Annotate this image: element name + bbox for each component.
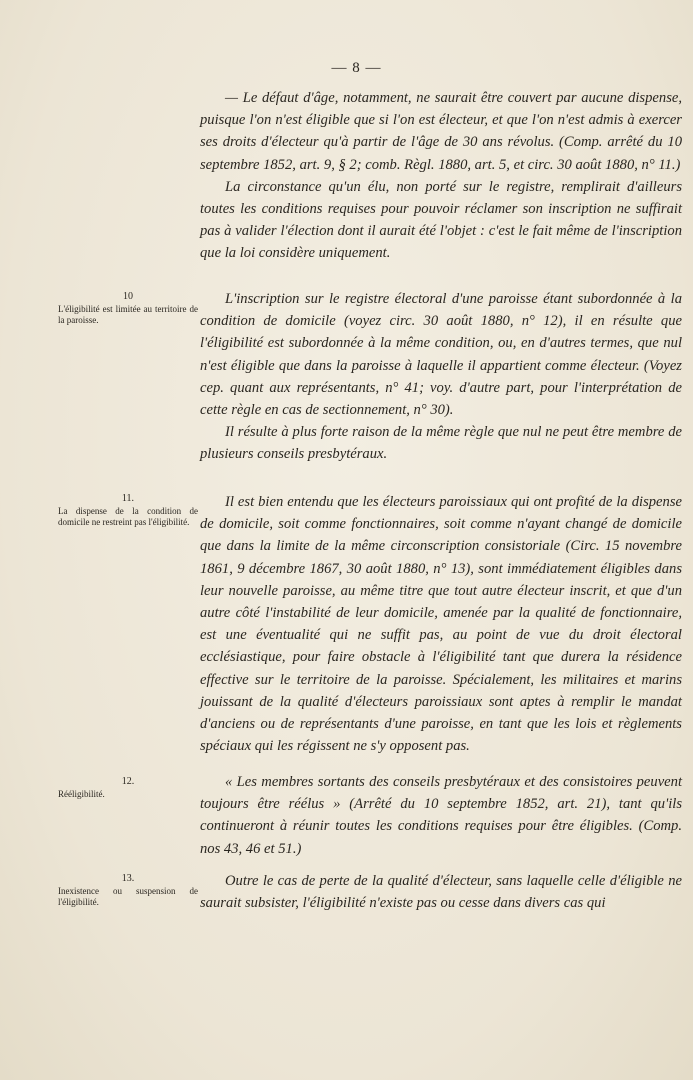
- margin-note-text: L'éligibilité est limitée au territoire de la paroisse.: [58, 304, 198, 325]
- paragraph-block-13: [200, 870, 682, 914]
- margin-note-13: [58, 873, 198, 908]
- paragraph: La circonstance qu'un élu, non porté sur le registre, remplirait d'ailleurs toutes les conditions requises pour pouvoir réclamer son inscription ne suffirait pas à valider l'élection dont il aurait été l'objet : c'est le fait même de l'inscription que la loi considère uniquement.: [200, 178, 682, 262]
- margin-note-11: [58, 493, 198, 528]
- margin-note-text: La dispense de la condition de domicile ne restreint pas l'éligibilité.: [58, 506, 198, 527]
- margin-note-number: 13.: [121, 873, 135, 884]
- margin-note-10: [58, 291, 198, 326]
- margin-note-12: [58, 776, 198, 800]
- paragraph-block-11: [200, 491, 682, 757]
- margin-note-number: 12.: [121, 776, 135, 787]
- paragraph: L'inscription sur le registre électoral d'une paroisse étant subordonnée à la condition de domicile (voyez circ. 30 août 1880, n° 12), il en résulte que l'éligibilité est subordonnée à la même condition, ou, en d'autres termes, que nul n'est éligible que dans la paroisse à laquelle il appartient comme électeur. (Voyez cep. quant aux représentants, n° 41; voy. d'autre part, pour l'interprétation de cette règle en cas de sectionnement, n° 30).: [200, 291, 682, 419]
- paragraph: Il est bien entendu que les électeurs paroissiaux qui ont profité de la dispense de domicile, soit comme fonctionnaires, soit comme n'ayant changé de domicile que dans la limite de la même circonscription consistoriale (Circ. 15 novembre 1861, 9 décembre 1867, 30 août 1880, n° 13), sont immédiatement éligibles dans leur nouvelle paroisse, au même titre que tout autre électeur inscrit, et que d'un autre côté l'instabilité de leur domicile, amenée par la qualité de fonctionnaire, est une éventualité qui ne suffit pas, au point de vue du droit électoral ecclésiastique, pour faire obstacle à l'éligibilité tant que durera la résidence effective sur le territoire de la paroisse. Spécialement, les militaires et marins jouissant de la qualité d'électeurs paroissiaux sont aptes à remplir le mandat d'anciens ou de représentants d'une paroisse, en tant que les lois et règlements spéciaux qui les régissent ne s'y opposent pas.: [200, 494, 682, 755]
- paragraph: Outre le cas de perte de la qualité d'électeur, sans laquelle celle d'éligible ne saurait subsister, l'éligibilité n'existe pas ou cesse dans divers cas qui: [200, 873, 682, 912]
- margin-note-number: 11.: [121, 493, 135, 504]
- paragraph: Il résulte à plus forte raison de la même règle que nul ne peut être membre de plusieurs conseils presbytéraux.: [200, 424, 682, 463]
- page-number: — 8 —: [331, 60, 382, 76]
- margin-note-text: Rééligibilité.: [58, 789, 105, 799]
- paragraph-block-10: [200, 288, 682, 466]
- margin-note-number: 10: [123, 291, 133, 302]
- paragraph-block-intro: [200, 87, 682, 265]
- paragraph: — Le défaut d'âge, notamment, ne saurait être couvert par aucune dispense, puisque l'on n'est éligible que si l'on est électeur, et que l'on n'est admis à exercer ses droits d'électeur qu'à partir de l'âge de 30 ans révolus. (Comp. arrêté du 10 septembre 1852, art. 9, § 2; comb. Règl. 1880, art. 5, et circ. 30 août 1880, n° 11.): [200, 90, 682, 173]
- paragraph-block-12: [200, 771, 682, 860]
- paragraph: « Les membres sortants des conseils presbytéraux et des consistoires peuvent toujours être réélus » (Arrêté du 10 septembre 1852, art. 21), tant qu'ils continueront à réunir toutes les conditions requises pour être éligibles. (Comp. nos 43, 46 et 51.): [200, 774, 682, 857]
- margin-note-text: Inexistence ou suspension de l'éligibilité.: [58, 886, 198, 907]
